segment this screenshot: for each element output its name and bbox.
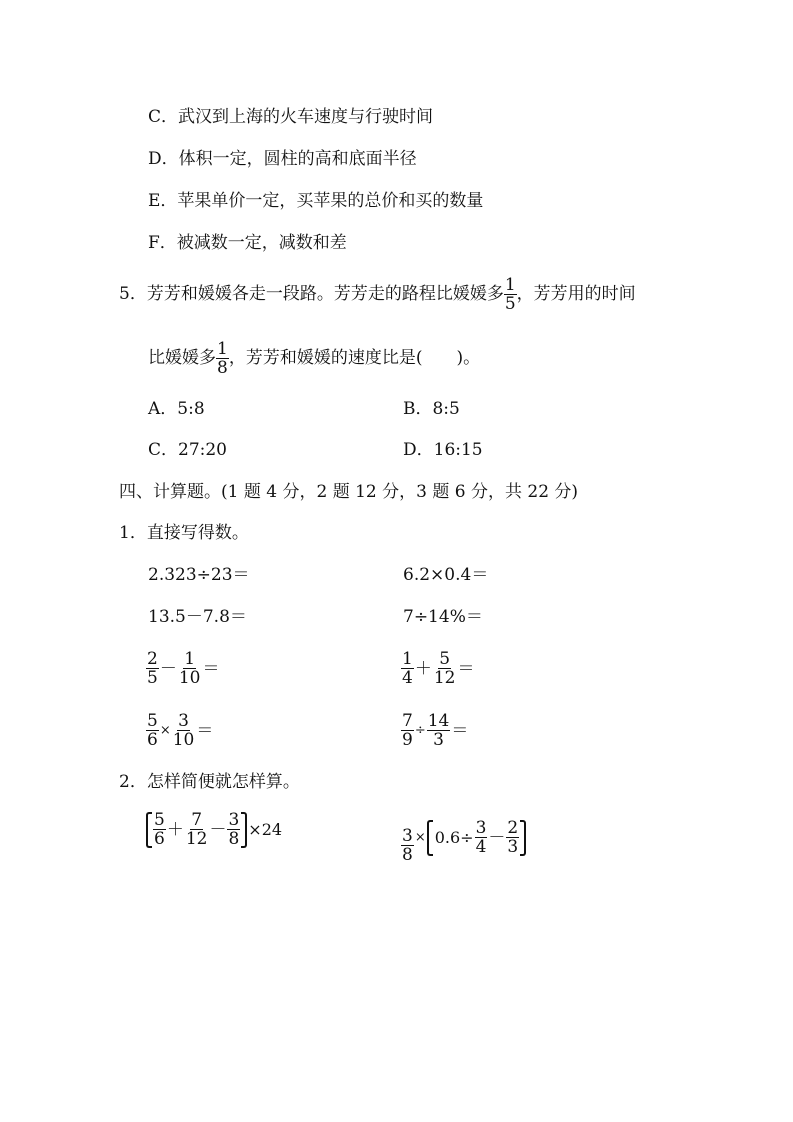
fraction xyxy=(227,811,240,848)
fraction-denominator: 4 xyxy=(402,668,413,688)
q5-text-part2: ，芳芳用的时间 xyxy=(516,284,636,304)
fraction-denominator: 5 xyxy=(147,668,158,688)
right-bracket xyxy=(241,812,247,848)
right-bracket xyxy=(520,820,526,856)
option-e: E．苹果单价一定，买苹果的总价和买的数量 xyxy=(148,191,484,211)
fraction-denominator: 3 xyxy=(507,837,519,857)
option-f: F．被减数一定，减数和差 xyxy=(148,233,347,253)
q1-title: 1．直接写得数。 xyxy=(119,523,249,543)
fraction-numerator: 3 xyxy=(178,711,189,731)
fraction-numerator: 2 xyxy=(147,649,158,669)
operator: ÷ xyxy=(414,722,426,738)
fraction xyxy=(172,712,196,749)
fraction-numerator: 7 xyxy=(402,711,413,731)
calc-item-c: 13.5－7.8＝ xyxy=(148,607,247,627)
q2-title: 2．怎样简便就怎样算。 xyxy=(119,772,300,792)
operator: ＋ xyxy=(414,658,432,679)
fraction-denominator: 10 xyxy=(172,730,195,750)
equals-sign: ＝ xyxy=(196,720,214,741)
operator: × xyxy=(159,722,171,738)
fraction-numerator: 7 xyxy=(191,810,203,830)
calc-item-e xyxy=(146,650,220,687)
fraction xyxy=(146,712,159,749)
q5-option-a: A．5:8 xyxy=(148,399,205,419)
section-title: 四、计算题。(1 题 4 分，2 题 12 分，3 题 6 分，共 22 分) xyxy=(119,482,579,502)
q5-text-part4: ，芳芳和媛媛的速度比是( )。 xyxy=(228,348,481,368)
fraction-denominator: 8 xyxy=(402,845,413,865)
operator: － xyxy=(209,819,227,840)
fraction xyxy=(401,827,414,864)
fraction-numerator: 5 xyxy=(439,649,451,669)
q5-fraction-2 xyxy=(216,340,229,377)
fraction-denominator: 6 xyxy=(154,829,165,849)
q5-option-c: C．27:20 xyxy=(148,440,227,460)
calc-item-d: 7÷14%＝ xyxy=(403,607,483,627)
q5-fraction-1 xyxy=(504,276,517,313)
fraction-denominator: 5 xyxy=(504,294,516,314)
fraction-denominator: 6 xyxy=(147,730,158,750)
calc-item-g xyxy=(146,712,214,749)
fraction xyxy=(433,650,457,687)
q5-text-part1: 5．芳芳和媛媛各走一段路。芳芳走的路程比媛媛多 xyxy=(119,284,504,304)
calc-item-h xyxy=(401,712,469,749)
fraction-numerator: 5 xyxy=(154,810,165,830)
fraction xyxy=(401,712,414,749)
operator: － xyxy=(488,827,506,848)
fraction-numerator: 5 xyxy=(147,711,158,731)
simplify-expression-1 xyxy=(146,811,283,848)
simplify-expression-2 xyxy=(401,811,526,864)
fraction-denominator: 12 xyxy=(433,668,456,688)
fraction-denominator: 9 xyxy=(402,730,413,750)
operator: － xyxy=(159,658,177,679)
fraction-numerator: 2 xyxy=(507,818,519,838)
fraction xyxy=(185,811,209,848)
calc-item-a: 2.323÷23＝ xyxy=(148,565,250,585)
q5-line1 xyxy=(119,276,636,313)
left-bracket xyxy=(146,812,152,848)
fraction xyxy=(506,819,519,856)
option-c: C．武汉到上海的火车速度与行驶时间 xyxy=(148,107,434,127)
q5-option-b: B．8:5 xyxy=(403,399,460,419)
fraction-denominator: 8 xyxy=(228,829,240,849)
fraction-numerator: 1 xyxy=(217,339,228,359)
fraction xyxy=(146,650,159,687)
calc-item-b: 6.2×0.4＝ xyxy=(403,565,489,585)
q5-option-d: D．16:15 xyxy=(403,440,483,460)
fraction-numerator: 14 xyxy=(427,711,450,731)
fraction-numerator: 1 xyxy=(184,649,196,669)
option-d: D．体积一定，圆柱的高和底面半径 xyxy=(148,149,417,169)
fraction-numerator: 1 xyxy=(402,649,413,669)
fraction-numerator: 3 xyxy=(228,810,240,830)
left-bracket xyxy=(427,820,433,856)
expression-lead: 0.6÷ xyxy=(434,827,474,847)
fraction-denominator: 8 xyxy=(217,358,228,378)
expression-tail: ×24 xyxy=(248,819,283,839)
fraction-denominator: 10 xyxy=(178,668,201,688)
fraction-numerator: 3 xyxy=(402,826,413,846)
fraction-denominator: 4 xyxy=(475,837,487,857)
fraction-denominator: 3 xyxy=(433,730,444,750)
equals-sign: ＝ xyxy=(451,720,469,741)
operator: × xyxy=(414,829,426,845)
fraction xyxy=(178,650,202,687)
fraction xyxy=(401,650,414,687)
operator: ＋ xyxy=(166,819,184,840)
q5-text-part3: 比媛媛多 xyxy=(148,348,216,368)
fraction-numerator: 3 xyxy=(475,818,487,838)
q5-line2 xyxy=(148,340,480,377)
fraction xyxy=(475,819,488,856)
equals-sign: ＝ xyxy=(202,658,220,679)
fraction-numerator: 1 xyxy=(504,275,516,295)
fraction xyxy=(427,712,451,749)
calc-item-f xyxy=(401,650,475,687)
fraction-denominator: 12 xyxy=(185,829,208,849)
fraction xyxy=(153,811,166,848)
equals-sign: ＝ xyxy=(457,658,475,679)
